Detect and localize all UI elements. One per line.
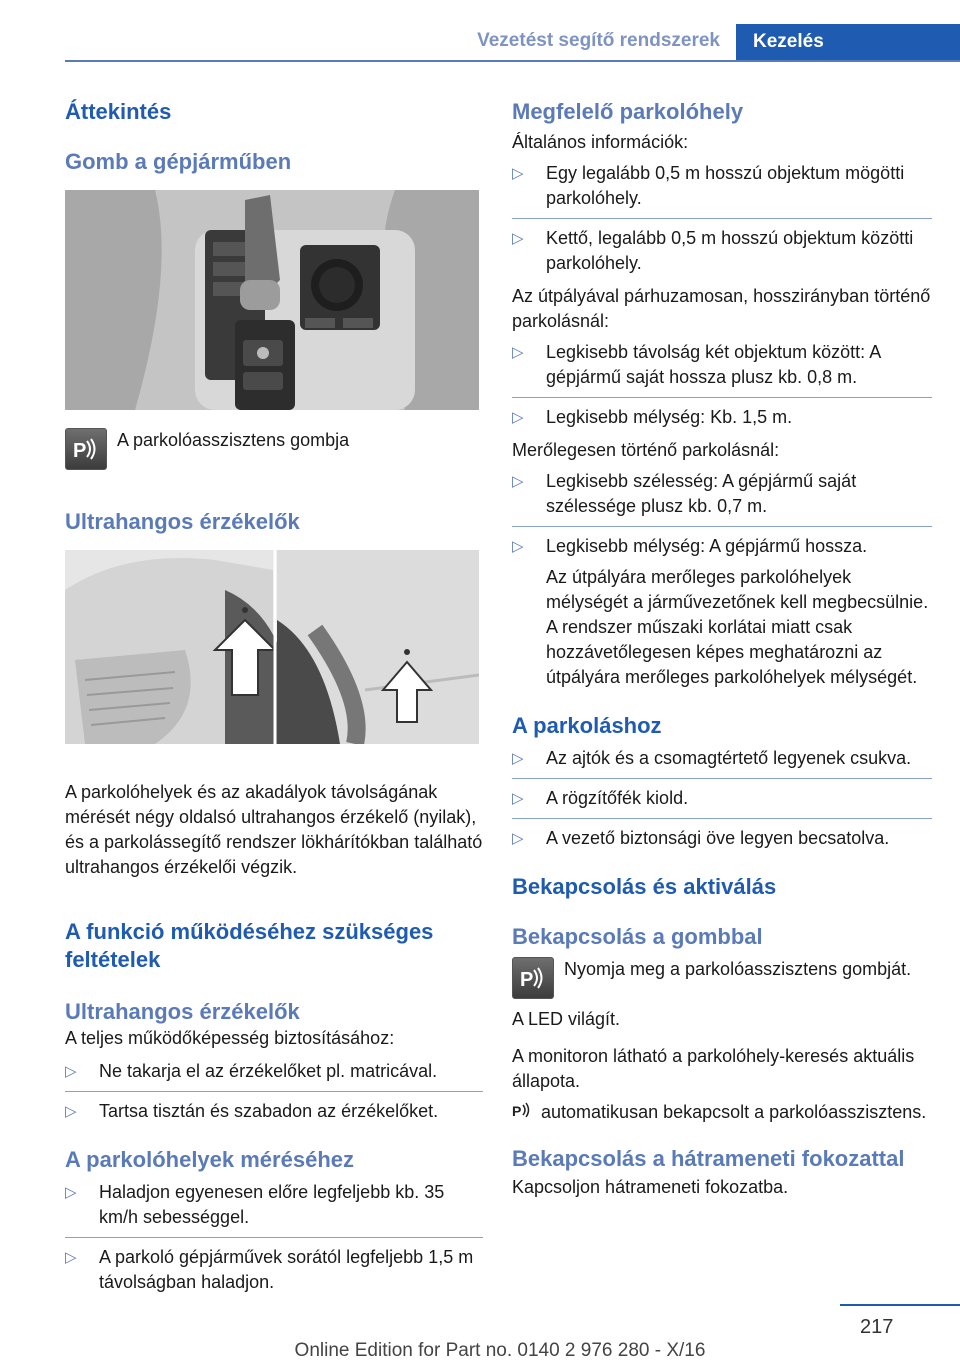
list-item: ▷ A parkoló gépjárművek sorától legfeljebb 1,5 m távolságban haladjon. xyxy=(65,1247,474,1292)
svg-text:P: P xyxy=(520,969,534,991)
list-item: ▷ Tartsa tisztán és szabadon az érzékelőket. xyxy=(65,1099,483,1124)
triangle-bullet-icon: ▷ xyxy=(512,830,524,847)
button-caption-row xyxy=(65,428,483,470)
center-console-photo xyxy=(65,190,479,410)
list-item: ▷ A rögzítőfék kiold. xyxy=(512,786,932,811)
header-chapter-tab: Kezelés xyxy=(736,24,960,62)
heading-overview: Áttekintés xyxy=(65,99,172,124)
heading-ultrasonic-sensors: Ultrahangos érzékelők xyxy=(65,509,300,534)
perpendicular-bullets xyxy=(512,469,932,559)
bullet-divider xyxy=(65,1237,483,1238)
press-button-text: Nyomja meg a parkolóasszisztens gombját. xyxy=(564,959,912,979)
list-item: ▷ Az ajtók és a csomagtértető legyenek csukva. xyxy=(512,746,932,771)
heading-parking-measurement: A parkolóhelyek méréséhez xyxy=(65,1147,354,1172)
header-rule xyxy=(65,60,960,62)
general-bullets xyxy=(512,161,932,276)
bullet-divider xyxy=(512,397,932,398)
heading-suitable-parking-space: Megfelelő parkolóhely xyxy=(512,99,744,124)
heading-switch-on-activate: Bekapcsolás és aktiválás xyxy=(512,874,777,899)
auto-activation-row xyxy=(512,1100,932,1127)
ultrasonic-intro: A teljes működőképesség biztosításához: xyxy=(65,1028,395,1048)
list-item: ▷ Haladjon egyenesen előre legfeljebb kb. 35 km/h sebességgel. xyxy=(65,1182,445,1227)
triangle-bullet-icon: ▷ xyxy=(65,1103,77,1120)
list-item: ▷ A vezető biztonsági öve legyen becsatolva. xyxy=(512,826,932,851)
footer-edition: Online Edition for Part no. 0140 2 976 280 - X/16 xyxy=(294,1340,706,1361)
perpendicular-parking-intro: Merőlegesen történő parkolásnál: xyxy=(512,440,780,460)
right-column xyxy=(512,98,932,1200)
svg-text:P: P xyxy=(73,440,87,462)
list-item: ▷ Legkisebb mélység: A gépjármű hossza. xyxy=(512,534,932,559)
perpendicular-note: Az útpályára merőleges parkolóhelyek mélységét a járművezetőnek kell megbecsülnie. A rendszer műszaki korlátai miatt csak hozzávetőlegesen képes meghatározni az útpályára merőleges parkolóhelyek mélységét. xyxy=(546,567,929,687)
park-assist-button-icon xyxy=(512,957,554,999)
ultrasonic-description: A parkolóhelyek és az akadályok távolságának mérését négy oldalsó ultrahangos érzékelő (nyilak), és a parkolássegítő rendszer lökhárítókban található ultrahangos érzékelői végzik. xyxy=(65,782,483,877)
svg-text:P: P xyxy=(512,1103,522,1119)
triangle-bullet-icon: ▷ xyxy=(65,1063,77,1080)
list-item: ▷ Kettő, legalább 0,5 m hosszú objektum közötti parkolóhely. xyxy=(512,228,914,273)
parking-bullets xyxy=(512,746,932,851)
triangle-bullet-icon: ▷ xyxy=(512,790,524,807)
button-caption: A parkolóasszisztens gombja xyxy=(117,430,350,450)
list-item: ▷ Legkisebb mélység: Kb. 1,5 m. xyxy=(512,405,932,430)
monitor-text: A monitoron látható a parkolóhely-keresés aktuális állapota. xyxy=(512,1046,915,1091)
triangle-bullet-icon: ▷ xyxy=(65,1184,77,1201)
park-assist-small-icon xyxy=(512,1100,536,1127)
heading-switch-on-button: Bekapcsolás a gombbal xyxy=(512,924,763,949)
triangle-bullet-icon: ▷ xyxy=(512,538,524,555)
parallel-parking-intro: Az útpályával párhuzamosan, hosszirányban történő parkolásnál: xyxy=(512,286,931,331)
heading-for-parking: A parkoláshoz xyxy=(512,713,662,738)
footer-rule xyxy=(840,1304,960,1306)
list-item: ▷ Legkisebb szélesség: A gépjármű saját szélessége plusz kb. 0,7 m. xyxy=(512,471,857,516)
bullet-divider xyxy=(65,1091,483,1092)
auto-activation-text: automatikusan bekapcsolt a parkolóasszisztens. xyxy=(541,1102,927,1122)
page-number: 217 xyxy=(860,1316,894,1338)
triangle-bullet-icon: ▷ xyxy=(65,1249,77,1266)
ultrasonic-sensor-photo xyxy=(65,550,479,744)
heading-button-in-vehicle: Gomb a gépjárműben xyxy=(65,149,292,174)
bullet-divider xyxy=(512,526,932,527)
general-info-label: Általános információk: xyxy=(512,132,689,152)
triangle-bullet-icon: ▷ xyxy=(512,473,524,490)
list-item: ▷ Ne takarja el az érzékelőket pl. matricával. xyxy=(65,1059,483,1084)
parallel-bullets xyxy=(512,340,932,430)
triangle-bullet-icon: ▷ xyxy=(512,344,524,361)
park-assist-button-icon xyxy=(65,428,107,470)
bullet-divider xyxy=(512,218,932,219)
measure-bullets xyxy=(65,1180,483,1295)
header-section-title: Vezetést segítő rendszerek xyxy=(477,30,720,51)
bullet-divider xyxy=(512,778,932,779)
heading-function-conditions: A funkció működéséhez szükséges feltételek xyxy=(65,919,434,972)
reverse-text: Kapcsoljon hátrameneti fokozatba. xyxy=(512,1177,789,1197)
led-text: A LED világít. xyxy=(512,1009,621,1029)
left-column xyxy=(65,98,483,1295)
triangle-bullet-icon: ▷ xyxy=(512,165,524,182)
triangle-bullet-icon: ▷ xyxy=(512,230,524,247)
triangle-bullet-icon: ▷ xyxy=(512,750,524,767)
heading-ultrasonic-sensors-2: Ultrahangos érzékelők xyxy=(65,999,300,1024)
list-item: ▷ Legkisebb távolság két objektum között: A gépjármű saját hossza plusz kb. 0,8 m. xyxy=(512,342,881,387)
page-header xyxy=(0,0,960,62)
triangle-bullet-icon: ▷ xyxy=(512,409,524,426)
list-item: ▷ Egy legalább 0,5 m hosszú objektum mögötti parkolóhely. xyxy=(512,163,905,208)
bullet-divider xyxy=(512,818,932,819)
press-button-row xyxy=(512,957,932,999)
heading-switch-on-reverse: Bekapcsolás a hátrameneti fokozattal xyxy=(512,1146,905,1171)
ultrasonic-bullets xyxy=(65,1059,483,1124)
